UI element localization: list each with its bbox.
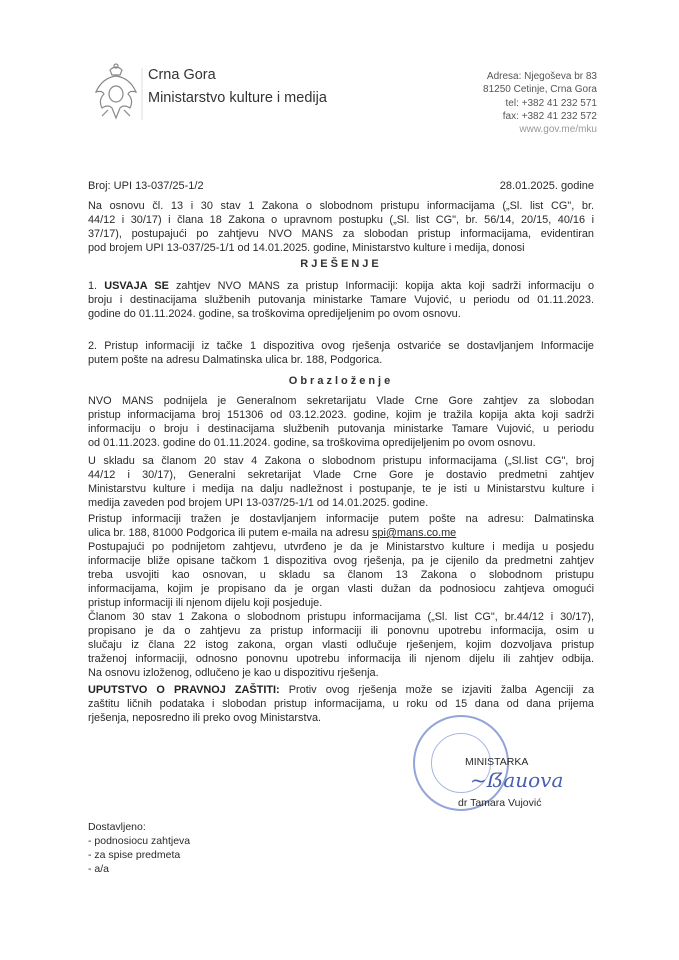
delivery-title: Dostavljeno: [88,821,146,833]
item-number: 1. [88,280,105,292]
para-line: Protiv ovog rješenja može se izjaviti žalba Agenciji za [279,684,595,696]
address-line: 81250 Cetinje, Crna Gora [483,84,597,96]
document-number: Broj: UPI 13-037/25-1/2 [88,180,204,192]
para-line: putem pošte na adresu Dalmatinska ulica br. 188, Podgorica. [88,354,383,366]
para-line: NVO MANS podnijela je Generalnom sekretarijatu Vlade Crne Gore zahtjev za slobodan [88,395,594,407]
decision-item-2 [88,339,594,367]
reasoning-paragraph-5 [88,610,594,680]
reasoning-paragraph-3 [88,512,594,540]
para-line: pristup informaciji ili njenom dijelu koji posjeduje. [88,597,323,609]
para-line: informacije bliže opisane tačkom 1 dispozitiva ovog rješenja, pa je cijenilo da predmetni zahtjev [88,555,594,567]
para-line: Pristup informaciji tražen je dostavljanjem informacije putem pošte na adresu: Dalmatinska [88,513,594,525]
ministry-name: Ministarstvo kulture i medija [148,90,327,106]
decision-title: RJEŠENJE [300,258,382,270]
para-line: pristup informacijama broj 151306 od 03.12.2023. godine, kojim je tražila kopija akta koji sadrži [88,409,594,421]
para-line: medija zaveden pod brojem UPI 13-037/25-1/1 od 14.01.2025. godine. [88,497,429,509]
item-text: broju i destinacijama službenih putovanja ministarke Tamare Vujović, u periodu od 01.11.2023. [88,294,594,306]
item-bold: USVAJA SE [104,280,169,292]
address-line: Adresa: Njegoševa br 83 [486,71,597,82]
delivery-item: - za spise predmeta [88,849,181,861]
reasoning-title: Obrazloženje [288,375,394,387]
reasoning-paragraph-1 [88,394,594,450]
website-link[interactable]: www.gov.me/mku [519,124,597,136]
item-text: zahtjev NVO MANS za pristup Informaciji: kopija akta koji sadrži informaciju o [168,280,594,292]
legal-remedy [88,683,594,725]
decision-item-1 [88,279,594,321]
delivery-item: - podnosiocu zahtjeva [88,835,191,847]
para-line: propisano je da o zahtjevu za pristup informaciji ili ponovnu upotrebu informacija, osim u [88,625,594,637]
intro-paragraph [88,199,594,255]
reasoning-paragraph-2 [88,454,594,510]
document-date: 28.01.2025. godine [499,180,594,192]
contact-address [483,70,597,136]
para-line: U skladu sa članom 20 stav 4 Zakona o slobodnom pristupu informacijama („Sl.list CG", broj [88,455,594,467]
reasoning-paragraph-4 [88,540,594,610]
para-line: 2. Pristup informaciji iz tačke 1 dispozitiva ovog rješenja ostvariće se dostavljanjem Informacije [88,340,594,352]
email-link[interactable]: spi@mans.co.me [371,527,457,539]
para-line: zaštitu ličnih podataka i slobodan pristup informacijama, u roku od 15 dana od dana prijema [88,698,594,710]
signatory-name: dr Tamara Vujović [458,797,542,809]
signatory-title: MINISTARKA [465,756,529,768]
legal-remedy-title: UPUTSTVO O PRAVNOJ ZAŠTITI: [88,684,280,696]
para-line: treba usvojiti kao osnovan, u skladu sa članom 13 Zakona o slobodnom pristupu [88,569,594,581]
para-line: traženoj informaciji, odnosno ponovnu upotrebu informacija ili njenom dijelu ili zahtjev odbija. [88,653,594,665]
item-text: godine do 01.11.2024. godine, sa troškovima opredijeljenim po ovom osnovu. [88,308,461,320]
delivery-item: - a/a [88,863,110,875]
para-line: Članom 30 stav 1 Zakona o slobodnom pristupu informacijama („Sl. list CG", br.44/12 i 30/17), [88,611,594,623]
fax: fax: +382 41 232 572 [502,110,597,122]
phone: tel: +382 41 232 571 [505,97,597,109]
para-line: Na osnovu čl. 13 i 30 stav 1 Zakona o slobodnom pristupu informacijama („Sl. list CG", br. [88,200,594,212]
para-line: 44/12 i 30/17) i člana 18 Zakona o upravnom postupku („Sl. list CG", br. 56/14, 20/15, 40/16 i [88,214,594,226]
handwritten-signature: ~ẞauova [470,768,564,792]
para-line: 37/17), postupajući po zahtjevu NVO MANS za slobodan pristup informacijama, evidentiran [88,228,594,240]
para-line: od 01.11.2023. godine do 01.11.2024. godine, sa troškovima opredijeljenim po ovom osnovu. [88,437,536,449]
para-line: informacijama, kojim je propisano da je organ vlasti dužan da podnosiocu zahtjeva omogući [88,583,594,595]
country-name: Crna Gora [148,67,216,83]
coat-of-arms-logo [88,62,144,124]
para-line: informaciju o broju i destinacijama službenih putovanja ministarke Tamare Vujović, u periodu [88,423,594,435]
para-line: Na osnovu izloženog, odlučeno je kao u dispozitivu rješenja. [88,667,379,679]
para-line: Postupajući po podnijetom zahtjevu, utvrđeno je da je Ministarstvo kulture i medija u posjedu [88,541,594,553]
para-line: rješenja, neposredno ili preko ovog Ministarstva. [88,712,322,724]
para-line: ulica br. 188, 81000 Podgorica ili putem e-maila na adresu [88,527,372,539]
para-line: slučaju iz člana 22 istog zakona, organ vlasti odlučuje rješenjem, kojim dozvoljava pristup [88,639,594,651]
delivery-list [88,820,190,876]
para-line: 44/12 i 30/17), Generalni sekretarijat Vlade Crne Gore je dostavio predmetni zahtjev [88,469,594,481]
para-line: Ministarstvu kulture i medija na dalju nadležnost i postupanje, te je isti u Ministarstvu kulture i [88,483,594,495]
para-line: pod brojem UPI 13-037/25-1/1 od 14.01.2025. godine, Ministarstvo kulture i medija, donosi [88,242,525,254]
